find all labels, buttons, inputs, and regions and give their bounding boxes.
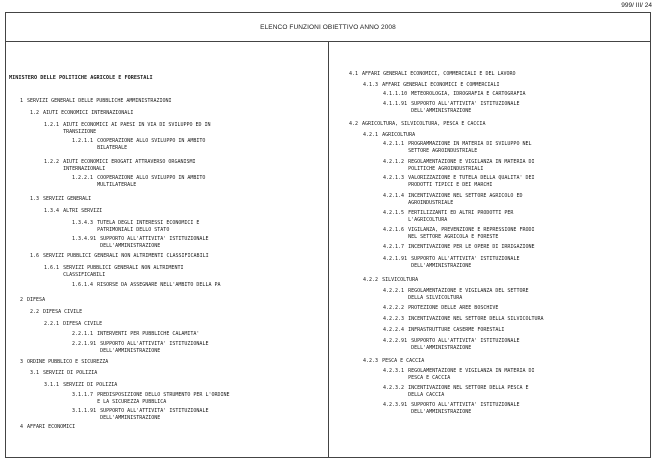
item-label: REGOLAMENTAZIONE E VIGILANZA IN MATERIA DI POLITICHE AGROINDUSTRIALI [408, 159, 535, 172]
item-code: 4.1.1.91 [383, 101, 408, 107]
item-code: 4.2.1.4 [383, 193, 405, 199]
item-label: DIFESA CIVILE [63, 321, 103, 327]
list-item [72, 282, 221, 289]
item-label: AGRICOLTURA [382, 132, 416, 138]
item-label: SERVIZI PUBBLICI GENERALI NON ALTRIMENTI CLASSIFICABILI [63, 265, 184, 278]
item-label: METEOROLOGIA, IDROGRAFIA E CARTOGRAFIA [411, 91, 526, 97]
item-label: FERTILIZZANTI ED ALTRI PRODOTTI PER L'AGRICOLTURA [408, 210, 514, 223]
list-item [383, 368, 535, 382]
document-body [6, 42, 650, 457]
item-code: 4.2.1.7 [383, 244, 405, 250]
list-item [44, 208, 102, 215]
list-item [72, 408, 208, 422]
item-code: 1.6 [30, 253, 40, 259]
item-label: SUPPORTO ALL'ATTIVITA' ISTITUZIONALE DELL'AMMINISTRAZIONE [100, 341, 209, 354]
list-item [20, 98, 172, 105]
ministry-title: MINISTERO DELLE POLITICHE AGRICOLE E FORESTALI [9, 75, 153, 81]
item-label: TUTELA DEGLI INTERESSI ECONOMICI E PATRIMONIALI DELLO STATO [97, 220, 200, 233]
item-label: PREDISPOSIZIONE DELLO STRUMENTO PER L'ORDINE E LA SICUREZZA PUBBLICA [97, 392, 230, 405]
item-label: VIGILANZA, PREVENZIONE E REPRESSIONE FRODI NEL SETTORE AGRICOLA E FORESTE [408, 227, 535, 240]
item-label: COOPERAZIONE ALLO SVILUPPO IN AMBITO BILATERALE [97, 138, 206, 151]
list-item [383, 327, 504, 334]
list-item [72, 138, 205, 152]
item-label: PROTEZIONE DELLE AREE BOSCHIVE [408, 305, 499, 311]
item-code: 2 [20, 297, 24, 303]
list-item [20, 359, 108, 366]
item-label: AIUTI ECONOMICI INTERNAZIONALI [43, 110, 134, 116]
list-item [383, 402, 519, 416]
item-code: 4.2.3.91 [383, 402, 408, 408]
item-label: AFFARI GENERALI ECONOMICI E COMMERCIALI [382, 82, 500, 88]
item-label: COOPERAZIONE ALLO SVILUPPO IN AMBITO MULTILATERALE [97, 175, 206, 188]
item-code: 1.2.2 [44, 159, 60, 165]
list-item [383, 91, 525, 98]
item-code: 1.3.4.3 [72, 220, 94, 226]
list-item [72, 341, 208, 355]
list-item [363, 82, 499, 89]
item-label: REGOLAMENTAZIONE E VIGILANZA IN MATERIA DI PESCA E CACCIA [408, 368, 535, 381]
item-label: REGOLAMENTAZIONE E VIGILANZA DEL SETTORE DELLA SILVICOLTURA [408, 288, 529, 301]
left-column [6, 42, 328, 457]
list-item [383, 193, 522, 207]
list-item [72, 331, 199, 338]
item-label: SERVIZI DI POLIZIA [43, 370, 98, 376]
item-code: 3.1.1 [44, 382, 60, 388]
item-label: INCENTIVAZIONE NEL SETTORE AGRICOLO ED AGROINDUSTRIALE [408, 193, 523, 206]
list-item [383, 256, 519, 270]
list-item [363, 277, 418, 284]
list-item [383, 288, 529, 302]
item-code: 4.2.3 [363, 358, 379, 364]
item-code: 2.2.1.91 [72, 341, 97, 347]
page-number: 999/ III/ 24 [621, 2, 652, 9]
item-label: SILVICOLTURA [382, 277, 419, 283]
item-code: 4.2.2.4 [383, 327, 405, 333]
item-code: 4.2.2 [363, 277, 379, 283]
item-code: 4 [20, 424, 24, 430]
list-item [383, 175, 535, 189]
item-label: PESCA E CACCIA [382, 358, 425, 364]
item-code: 2.2.1.1 [72, 331, 94, 337]
item-code: 1.3 [30, 196, 40, 202]
item-label: SERVIZI DI POLIZIA [63, 382, 118, 388]
list-item [383, 141, 532, 155]
item-label: SERVIZI GENERALI [43, 196, 92, 202]
item-code: 3.1 [30, 370, 40, 376]
list-item [30, 253, 209, 260]
list-item [30, 196, 91, 203]
item-label: INTERVENTI PER PUBBLICHE CALAMITA' [97, 331, 200, 337]
item-label: RISORSE DA ASSEGNARE NELL'AMBITO DELLA PA [97, 282, 221, 288]
list-item [44, 159, 196, 173]
item-label: DIFESA CIVILE [43, 309, 83, 315]
list-item [383, 227, 535, 241]
item-code: 2.2.1 [44, 321, 60, 327]
item-code: 1.2.1.1 [72, 138, 94, 144]
item-code: 4.1.1.10 [383, 91, 408, 97]
item-label: AGRICOLTURA, SILVICOLTURA, PESCA E CACCIA [362, 121, 486, 127]
page-title: ELENCO FUNZIONI OBIETTIVO ANNO 2008 [6, 13, 650, 42]
item-label: SUPPORTO ALL'ATTIVITA' ISTITUZIONALE DELL'AMMINISTRAZIONE [100, 236, 209, 249]
item-label: SUPPORTO ALL'ATTIVITA' ISTITUZIONALE DELL'AMMINISTRAZIONE [411, 338, 520, 351]
list-item [72, 220, 199, 234]
item-code: 4.2.3.2 [383, 385, 405, 391]
list-item [349, 71, 516, 78]
list-item [383, 305, 498, 312]
list-item [30, 110, 133, 117]
item-code: 4.2.1.1 [383, 141, 405, 147]
list-item [44, 321, 102, 328]
item-code: 4.2.2.2 [383, 305, 405, 311]
list-item [20, 424, 75, 431]
item-code: 3 [20, 359, 24, 365]
item-label: AFFARI ECONOMICI [27, 424, 76, 430]
list-item [44, 265, 183, 279]
list-item [72, 175, 205, 189]
item-code: 1.6.1 [44, 265, 60, 271]
item-code: 4.2.1 [363, 132, 379, 138]
item-code: 1.3.4.91 [72, 236, 97, 242]
item-code: 4.2.1.6 [383, 227, 405, 233]
item-code: 4.2.1.3 [383, 175, 405, 181]
item-label: SUPPORTO ALL'ATTIVITA' ISTITUZIONALE DELL'AMMINISTRAZIONE [100, 408, 209, 421]
list-item [72, 236, 208, 250]
list-item [30, 309, 82, 316]
item-code: 1.2.2.1 [72, 175, 94, 181]
list-item [72, 392, 230, 406]
item-label: VALORIZZAZIONE E TUTELA DELLA QUALITA' DEI PRODOTTI TIPICI E DEI MARCHI [408, 175, 535, 188]
item-label: INCENTIVAZIONE NEL SETTORE DELLA PESCA E DELLA CACCIA [408, 385, 529, 398]
item-label: INCENTIVAZIONE NEL SETTORE DELLA SILVICOLTURA [408, 316, 544, 322]
item-label: DIFESA [27, 297, 46, 303]
item-code: 3.1.1.7 [72, 392, 94, 398]
item-code: 1.3.4 [44, 208, 60, 214]
list-item [363, 358, 424, 365]
item-code: 4.2.1.5 [383, 210, 405, 216]
list-item [383, 244, 535, 251]
list-item [383, 210, 513, 224]
list-item [349, 121, 485, 128]
document-frame [5, 12, 651, 458]
item-code: 4.2.2.1 [383, 288, 405, 294]
item-label: AIUTI ECONOMICI EROGATI ATTRAVERSO ORGANISMI INTERNAZIONALI [63, 159, 196, 172]
item-code: 1.2 [30, 110, 40, 116]
list-item [30, 370, 97, 377]
list-item [383, 316, 544, 323]
item-label: SERVIZI GENERALI DELLE PUBBLICHE AMMINISTRAZIONI [27, 98, 172, 104]
list-item [383, 385, 529, 399]
item-label: SERVIZI PUBBLICI GENERALI NON ALTRIMENTI CLASSIFICABILI [43, 253, 209, 259]
item-label: INFRASTRUTTURE CASERME FORESTALI [408, 327, 505, 333]
list-item [383, 338, 519, 352]
item-label: INCENTIVAZIONE PER LE OPERE DI IRRIGAZIONE [408, 244, 535, 250]
list-item [44, 122, 211, 136]
list-item [20, 297, 45, 304]
item-label: SUPPORTO ALL'ATTIVITA' ISTITUZIONALE DELL'AMMINISTRAZIONE [411, 402, 520, 415]
item-label: ALTRI SERVIZI [63, 208, 103, 214]
item-code: 1.2.1 [44, 122, 60, 128]
item-code: 4.2.2.3 [383, 316, 405, 322]
item-code: 4.2.3.1 [383, 368, 405, 374]
list-item [383, 159, 535, 173]
item-code: 4.2.1.91 [383, 256, 408, 262]
item-code: 1 [20, 98, 24, 104]
item-label: SUPPORTO ALL'ATTIVITA' ISTITUZIONALE DELL'AMMINISTRAZIONE [411, 256, 520, 269]
item-label: AFFARI GENERALI ECONOMICI, COMMERCIALI E DEL LAVORO [362, 71, 516, 77]
item-label: PROGRAMMAZIONE IN MATERIA DI SVILUPPO NEL SETTORE AGROINDUSTRIALE [408, 141, 532, 154]
item-code: 4.2.2.91 [383, 338, 408, 344]
item-code: 4.1.3 [363, 82, 379, 88]
item-code: 4.1 [349, 71, 359, 77]
list-item [44, 382, 117, 389]
item-code: 1.6.1.4 [72, 282, 94, 288]
list-item [363, 132, 415, 139]
right-column [329, 42, 651, 457]
item-label: ORDINE PUBBLICO E SICUREZZA [27, 359, 109, 365]
item-label: SUPPORTO ALL'ATTIVITA' ISTITUZIONALE DELL'AMMINISTRAZIONE [411, 101, 520, 114]
item-code: 4.2 [349, 121, 359, 127]
item-code: 3.1.1.91 [72, 408, 97, 414]
list-item [383, 101, 519, 115]
item-code: 2.2 [30, 309, 40, 315]
item-code: 4.2.1.2 [383, 159, 405, 165]
item-label: AIUTI ECONOMICI AI PAESI IN VIA DI SVILUPPO ED IN TRANSIZIONE [63, 122, 211, 135]
